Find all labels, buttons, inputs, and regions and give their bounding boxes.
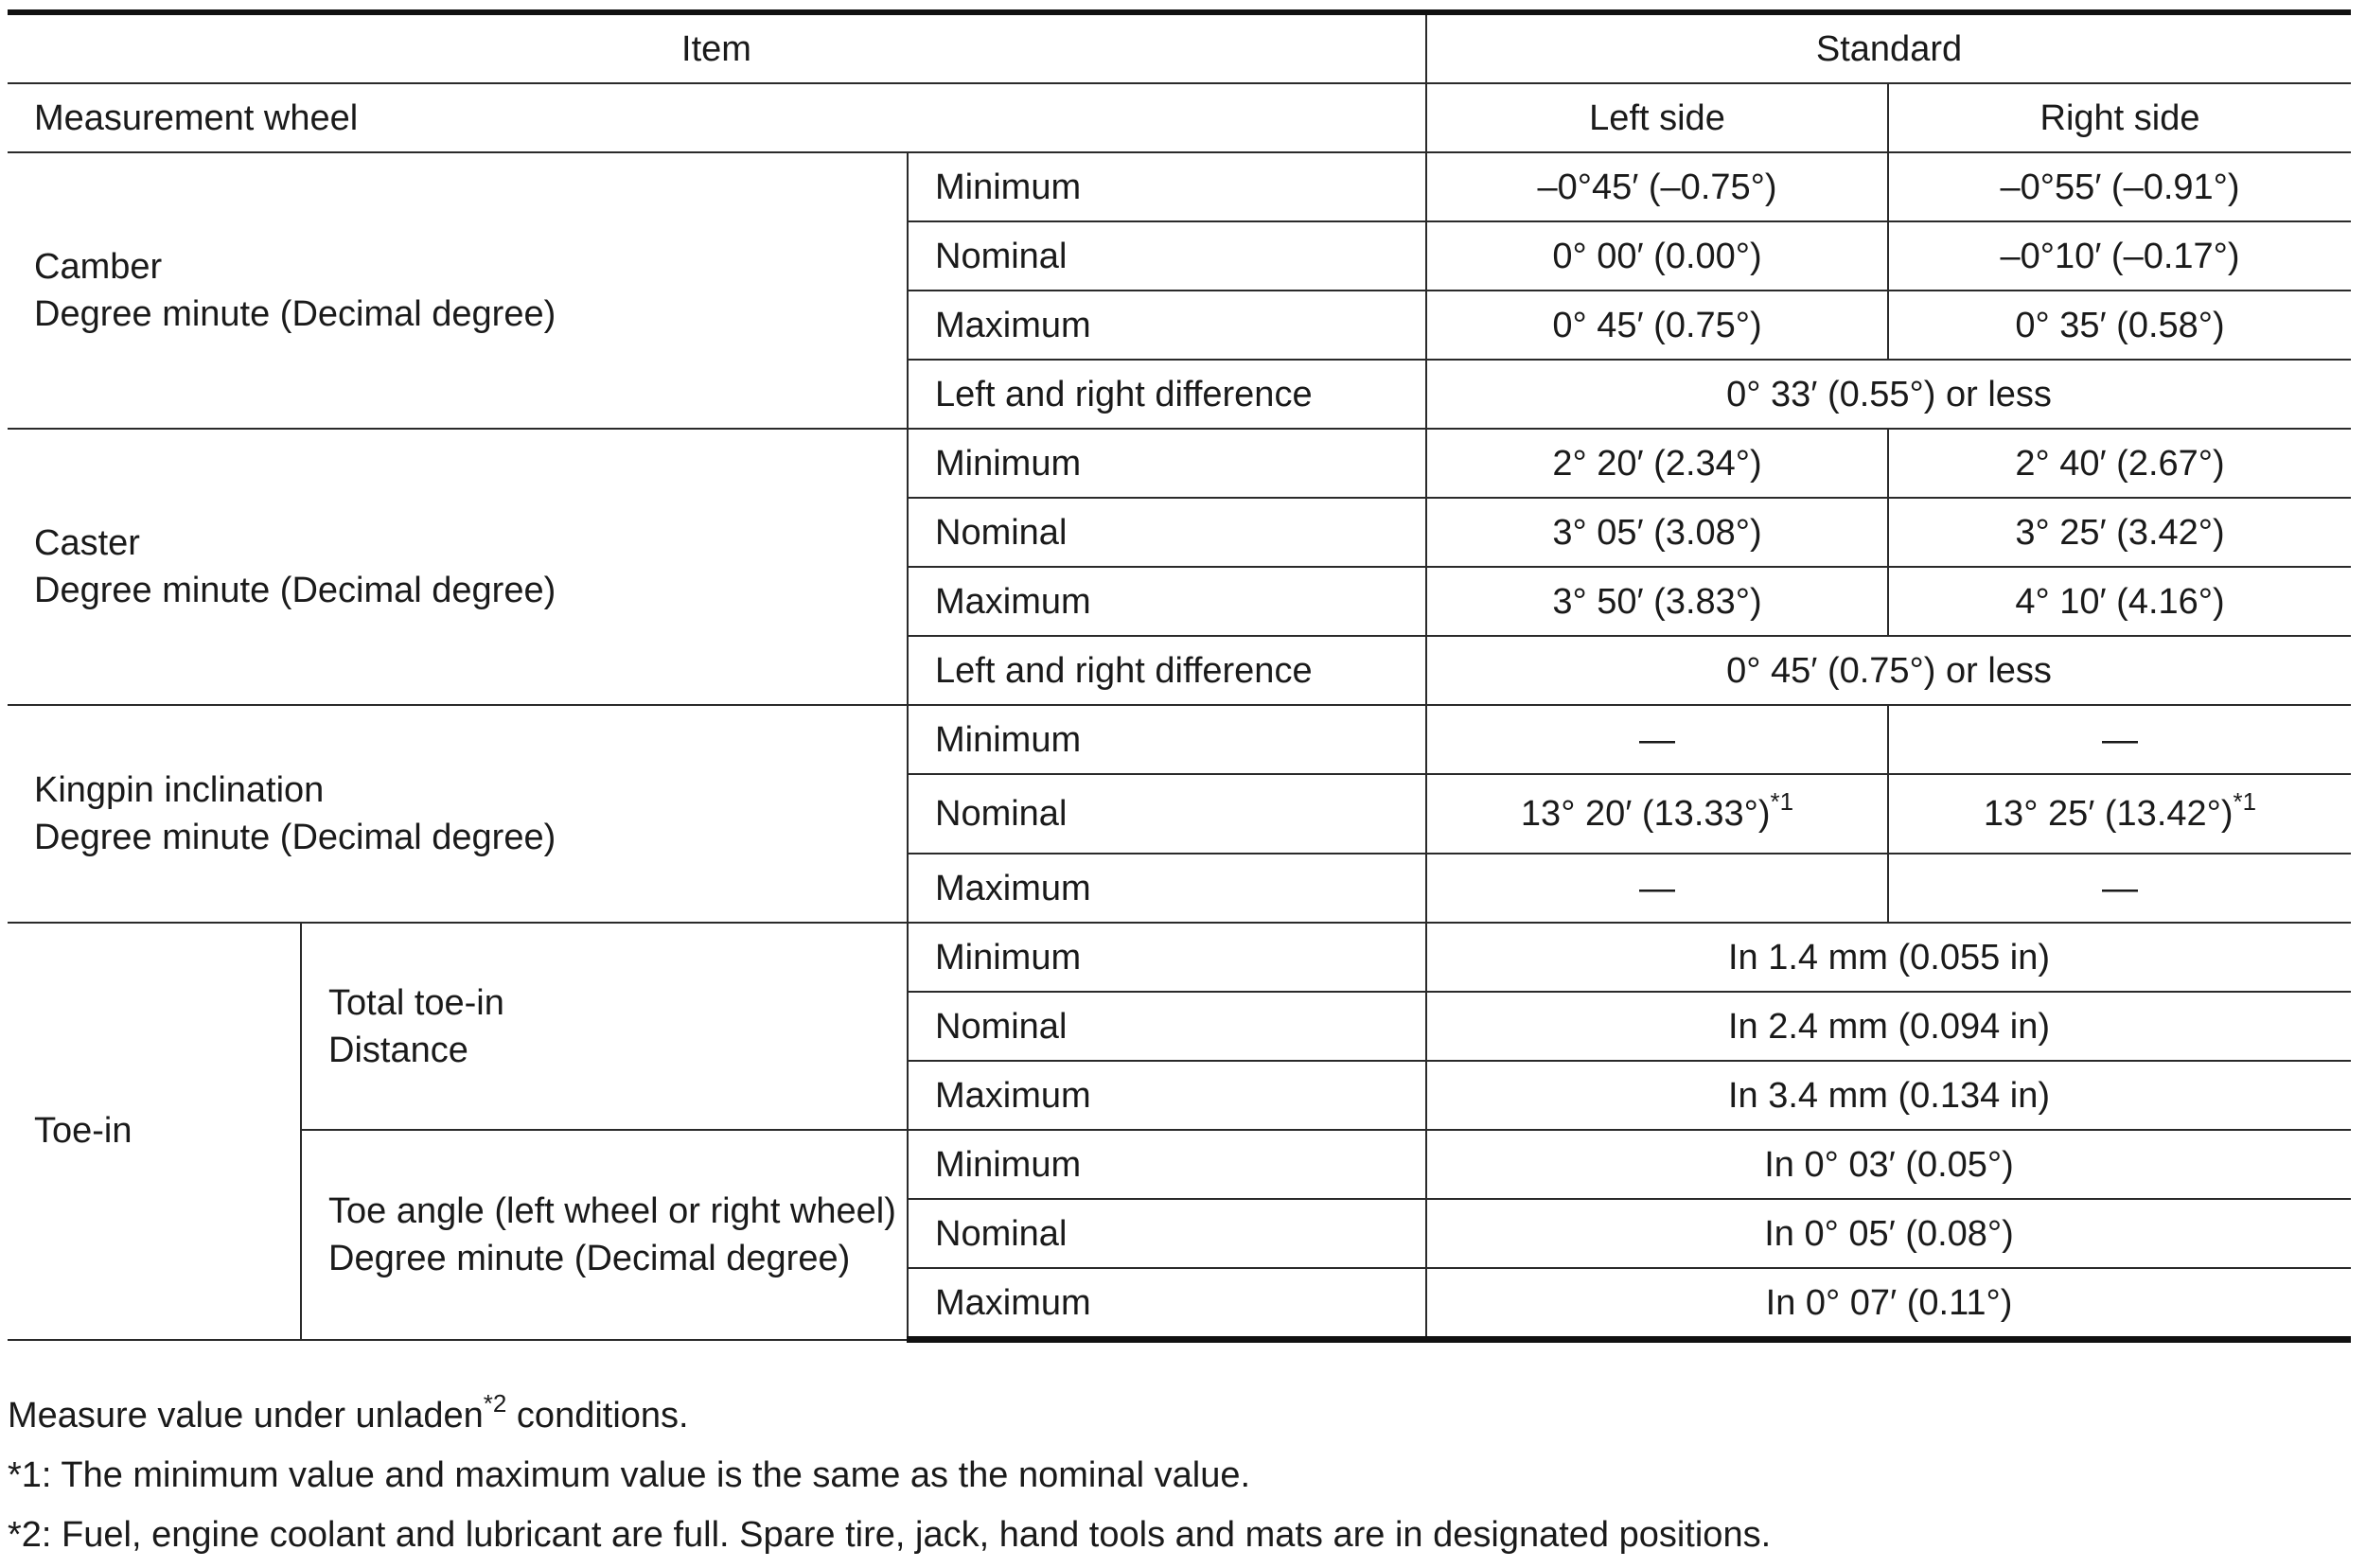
row-label: Maximum (908, 854, 1426, 923)
left-value: 13° 20′ (13.33°) (1520, 794, 1771, 834)
note-unladen-text: Measure value under unladen (8, 1396, 484, 1436)
right-value: 2° 40′ (2.67°) (1888, 429, 2351, 498)
left-side-header: Left side (1426, 83, 1888, 152)
difference-value: 0° 33′ (0.55°) or less (1426, 360, 2351, 429)
table-subheader-row (8, 83, 2351, 152)
toe-value: In 0° 03′ (0.05°) (1426, 1130, 2351, 1199)
note-unladen-suffix: conditions. (506, 1396, 689, 1436)
toe-in-label: Toe-in (8, 923, 301, 1340)
left-value: — (1426, 854, 1888, 923)
table-row (8, 152, 2351, 221)
toe-angle-label: Toe angle (left wheel or right wheel) (328, 1190, 896, 1231)
caster-label: Caster (34, 523, 140, 563)
camber-label-cell (8, 152, 908, 429)
footnotes (8, 1386, 1771, 1565)
left-value: 3° 05′ (3.08°) (1426, 498, 1888, 567)
camber-label: Camber (34, 247, 163, 287)
right-value: –0°10′ (–0.17°) (1888, 221, 2351, 291)
row-label: Nominal (908, 1199, 1426, 1268)
left-value: 0° 00′ (0.00°) (1426, 221, 1888, 291)
header-item: Item (8, 12, 1426, 83)
row-label: Nominal (908, 221, 1426, 291)
right-value: — (1888, 705, 2351, 774)
row-label: Minimum (908, 705, 1426, 774)
toe-value: In 2.4 mm (0.094 in) (1426, 992, 2351, 1061)
total-toe-in-sublabel: Distance (328, 1030, 468, 1070)
row-label: Left and right difference (908, 360, 1426, 429)
caster-unit: Degree minute (Decimal degree) (34, 571, 556, 610)
row-label: Left and right difference (908, 636, 1426, 705)
right-value: 4° 10′ (4.16°) (1888, 567, 2351, 636)
row-label: Minimum (908, 152, 1426, 221)
table-row (8, 429, 2351, 498)
footnote-mark: *2 (483, 1389, 507, 1418)
right-value: –0°55′ (–0.91°) (1888, 152, 2351, 221)
camber-unit: Degree minute (Decimal degree) (34, 294, 556, 334)
kingpin-label: Kingpin inclination (34, 770, 325, 810)
row-label: Nominal (908, 498, 1426, 567)
row-label: Maximum (908, 291, 1426, 360)
header-standard: Standard (1426, 12, 2351, 83)
footnote-mark: *1 (1770, 787, 1794, 816)
left-value-cell (1426, 774, 1888, 854)
toe-value: In 0° 07′ (0.11°) (1426, 1268, 2351, 1340)
row-label: Minimum (908, 1130, 1426, 1199)
left-value: 2° 20′ (2.34°) (1426, 429, 1888, 498)
right-value: 0° 35′ (0.58°) (1888, 291, 2351, 360)
total-toe-in-cell (301, 923, 908, 1130)
caster-label-cell (8, 429, 908, 705)
left-value: — (1426, 705, 1888, 774)
table-row (8, 923, 2351, 992)
row-label: Maximum (908, 567, 1426, 636)
wheel-alignment-table (8, 9, 2351, 1343)
row-label: Maximum (908, 1268, 1426, 1340)
note-unladen (8, 1386, 1771, 1446)
right-value: 13° 25′ (13.42°) (1983, 794, 2234, 834)
toe-angle-cell (301, 1130, 908, 1340)
kingpin-unit: Degree minute (Decimal degree) (34, 818, 556, 857)
footnote-1: *1: The minimum value and maximum value is the same as the nominal value. (8, 1455, 1251, 1495)
kingpin-label-cell (8, 705, 908, 923)
table-header-row (8, 12, 2351, 83)
right-value-cell (1888, 774, 2351, 854)
row-label: Minimum (908, 429, 1426, 498)
right-side-header: Right side (1888, 83, 2351, 152)
difference-value: 0° 45′ (0.75°) or less (1426, 636, 2351, 705)
toe-value: In 0° 05′ (0.08°) (1426, 1199, 2351, 1268)
left-value: –0°45′ (–0.75°) (1426, 152, 1888, 221)
table-row (8, 1130, 2351, 1199)
row-label: Nominal (908, 774, 1426, 854)
measurement-wheel-label: Measurement wheel (8, 83, 1426, 152)
row-label: Maximum (908, 1061, 1426, 1130)
footnote-2: *2: Fuel, engine coolant and lubricant are full. Spare tire, jack, hand tools and mats are in designated positions. (8, 1515, 1772, 1555)
table-row (8, 705, 2351, 774)
toe-value: In 1.4 mm (0.055 in) (1426, 923, 2351, 992)
toe-value: In 3.4 mm (0.134 in) (1426, 1061, 2351, 1130)
row-label: Minimum (908, 923, 1426, 992)
left-value: 3° 50′ (3.83°) (1426, 567, 1888, 636)
right-value: 3° 25′ (3.42°) (1888, 498, 2351, 567)
right-value: — (1888, 854, 2351, 923)
row-label: Nominal (908, 992, 1426, 1061)
toe-angle-unit: Degree minute (Decimal degree) (328, 1238, 851, 1278)
total-toe-in-label: Total toe-in (328, 982, 504, 1023)
left-value: 0° 45′ (0.75°) (1426, 291, 1888, 360)
footnote-mark: *1 (2233, 787, 2257, 816)
